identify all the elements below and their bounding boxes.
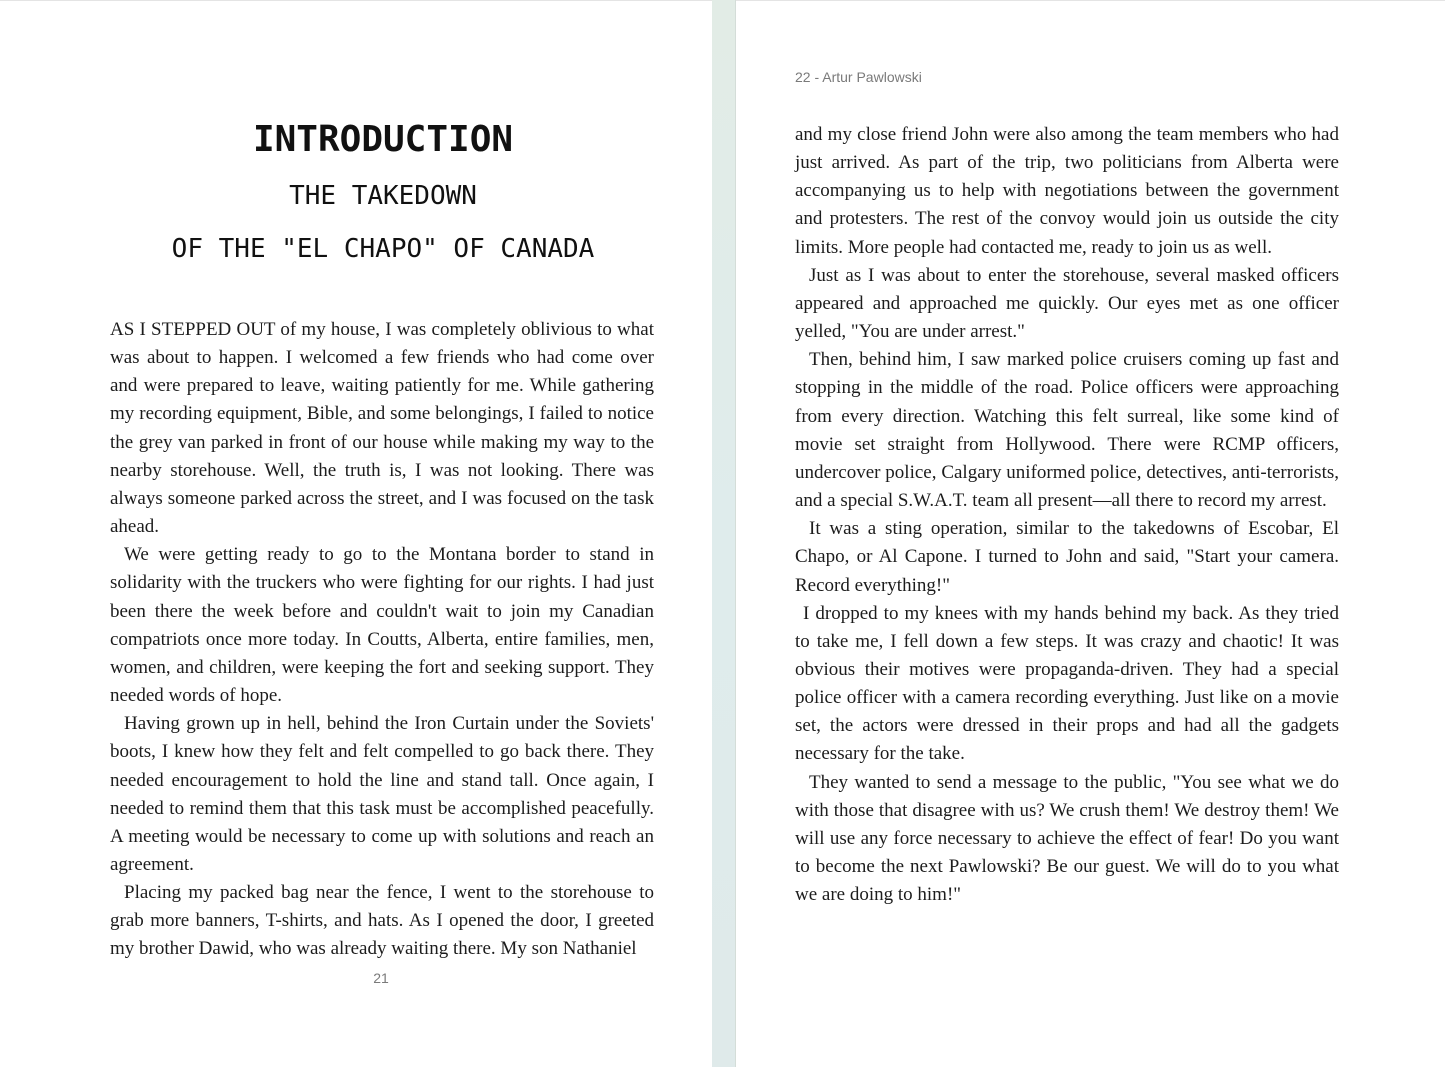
paragraph: It was a sting operation, similar to the takedowns of Escobar, El Chapo, or Al Capone. I turned to John and said, "Start your camera. Record everything!" — [795, 518, 1339, 596]
paragraph: Placing my packed bag near the fence, I went to the storehouse to grab more banners, T-shirts, and hats. As I opened the door, I greeted my brother Dawid, who was already waiting there. My son Nathaniel — [110, 882, 654, 960]
paragraph: They wanted to send a message to the public, "You see what we do with those that disagree with us? We crush them! We destroy them! We will use any force necessary to achieve the effect of fear! Do you want to become the next Pawlowski? Be our guest. We will do to you what we are doing to him!" — [795, 771, 1339, 906]
paragraph: We were getting ready to go to the Montana border to stand in solidarity with the truckers who were fighting for our rights. I had just been there the week before and couldn't wait to join my Canadian compatriots once more today. In Coutts, Alberta, entire families, men, women, and children, were keeping the fort and seeking support. They needed words of hope. — [110, 544, 654, 707]
left-page-body — [110, 316, 654, 964]
running-head: 22 - Artur Pawlowski — [795, 69, 922, 85]
paragraph: AS I STEPPED OUT of my house, I was completely oblivious to what was about to happen. I welcomed a few friends who had come over and were prepared to leave, waiting patiently for me. While gathering my recording equipment, Bible, and some belongings, I failed to notice the grey van parked in front of our house while making my way to the nearby storehouse. Well, the truth is, I was not looking. There was always someone parked across the street, and I was focused on the task ahead. — [110, 319, 654, 538]
book-gutter — [712, 0, 736, 1067]
paragraph: I dropped to my knees with my hands behind my back. As they tried to take me, I fell down a few steps. It was crazy and chaotic! It was obvious their motives were propaganda-driven. They had a special police officer with a camera recording everything. Just like on a movie set, the actors were dressed in their props and had all the gadgets necessary for the take. — [795, 602, 1339, 765]
paragraph: Then, behind him, I saw marked police cruisers coming up fast and stopping in the middle of the road. Police officers were approaching from every direction. Watching this felt surreal, like some kind of movie set straight from Hollywood. There were RCMP officers, undercover police, Calgary uniformed police, detectives, anti-terrorists, and a special S.W.A.T. team all present—all there to record my arrest. — [795, 349, 1339, 512]
chapter-subtitle-line-1: THE TAKEDOWN — [289, 181, 477, 211]
right-page-body — [795, 121, 1339, 909]
page-number: 21 — [373, 970, 389, 986]
paragraph: Having grown up in hell, behind the Iron Curtain under the Soviets' boots, I knew how they felt and felt compelled to go back there. They needed encouragement to hold the line and stand tall. Once again, I needed to remind them that this task must be accomplished peacefully. A meeting would be necessary to come up with solutions and reach an agreement. — [110, 713, 654, 875]
paragraph: and my close friend John were also among the team members who had just arrived. As part of the trip, two politicians from Alberta were accompanying us to help with negotiations between the government and protesters. The rest of the convoy would join us outside the city limits. More people had contacted me, ready to join us as well. — [795, 124, 1339, 258]
paragraph: Just as I was about to enter the storehouse, several masked officers appeared and approached me quickly. Our eyes met as one officer yelled, "You are under arrest." — [795, 264, 1339, 343]
left-page — [0, 0, 712, 1067]
chapter-subtitle-line-2: OF THE "EL CHAPO" OF CANADA — [171, 234, 595, 264]
right-page — [736, 0, 1445, 1067]
chapter-title: INTRODUCTION — [252, 119, 514, 160]
